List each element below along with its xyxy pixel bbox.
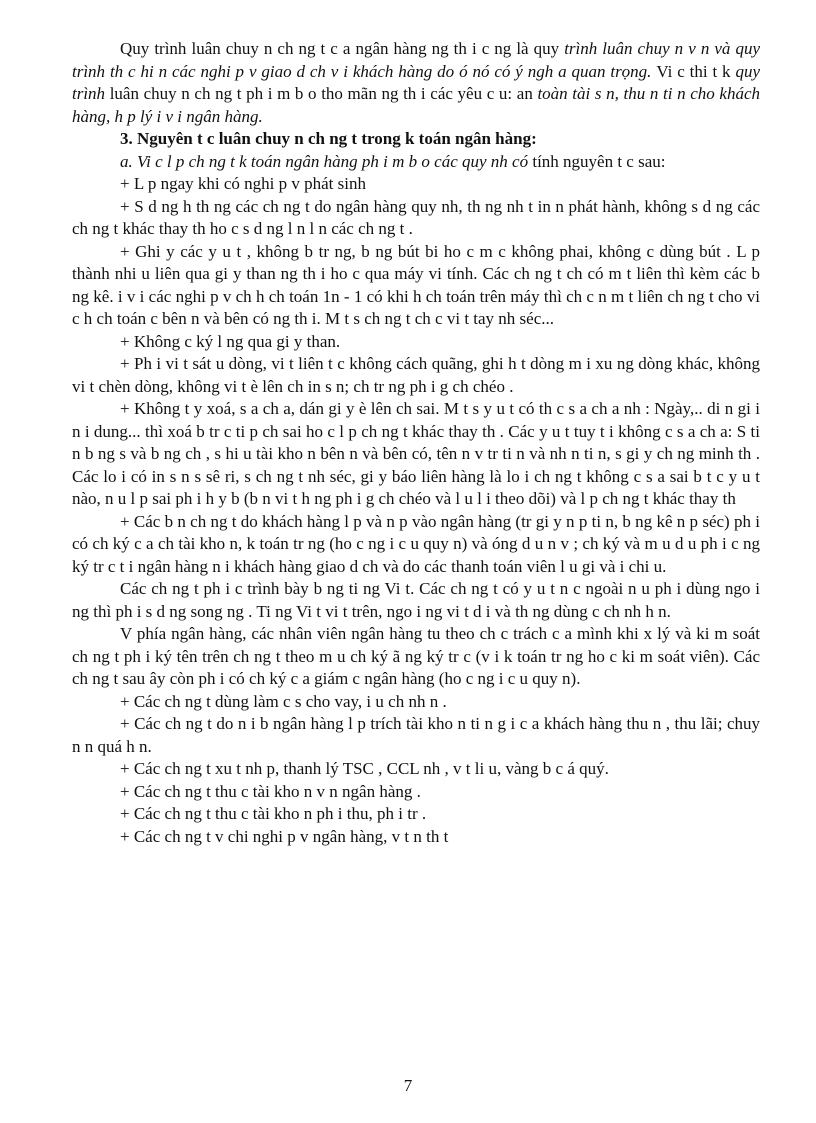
page-number: 7 [403, 1076, 413, 1095]
list-item: + Các ch ng t thu c tài kho n v n ngân hàng . [120, 781, 421, 801]
language-paragraph: Các ch ng t ph i c trình bày b ng ti ng Vi t. Các ch ng t có y u t n c ngoài n u ph i dùng ngo i ng thì ph i s d ng song ng . Ti ng Vi t vi t trên, ngo i ng vi t d i và th ng dùng c ch nh h n. [72, 579, 760, 621]
list-item: + Các ch ng t v chi nghi p v ngân hàng, v t n th t [120, 826, 449, 846]
list-item: + Ph i vi t sát u dòng, vi t liên t c không cách quãng, ghi h t dòng m i xu ng dòng khác, không vi t chèn dòng, không vi t è lên ch in s n; ch tr ng ph i g ch chéo . [72, 354, 760, 396]
list-item: + Không t y xoá, s a ch a, dán gi y è lên ch sai. M t s y u t có th c s a ch a nh : Ngày,.. di n gi i n i dung... thì xoá b tr c ti p ch sai ho c l p ch ng t khác thay th . Các y u t tuy t i không c s a ch a: S ti n b ng s và b ng ch , s hi u tài kho n bên n và bên có, tên n v tr ti n và nh n ti n, s gi y ch ng minh th . Các lo i có in s n s sê ri, s ch ng t nh séc, gi y báo liên hàng là lo i ch ng t không c s a sai b t c y u t nào, n u l p sai ph i h y b (b n vi t h ng ph i g ch chéo và l u l i theo dõi) và l p ch ng t khác thay th [72, 399, 760, 508]
intro-text-6: toàn tài s n, thu n ti n cho khách hàng, h p lý i v i ngân hàng. [72, 84, 760, 126]
intro-text-5: luân chuy n ch ng t ph i m b o tho mãn ng th i các yêu c u: an [105, 84, 538, 103]
list-item: + L p ngay khi có nghi p v phát sinh [120, 174, 366, 193]
list-item: + Các ch ng t thu c tài kho n ph i thu, ph i tr . [120, 804, 427, 823]
intro-text-4: quy trình [72, 61, 760, 103]
list-item: + Ghi y các y u t , không b tr ng, b ng bút bi ho c m c không phai, không c dùng bút . L p thành nhi u liên qua gi y than ng th i ho c qua máy vi tính. Các ch ng t ch có m t liên thì kèm các b ng kê. i v i các nghi p v ch h ch toán 1n - 1 có khi h ch toán trên máy thì ch c n m t liên ch ng t cho vi c h ch toán c bên n và bên có ng th i. M t s ch ng t ch c vi t tay nh séc... [72, 241, 760, 328]
list-item: + Không c ký l ng qua gi y than. [120, 331, 341, 351]
principle-intro-plain: tính nguyên t c sau: [528, 151, 666, 171]
list-item: + Các ch ng t dùng làm c s cho vay, i u ch nh n . [120, 691, 447, 711]
list-item: + S d ng h th ng các ch ng t do ngân hàng quy nh, th ng nh t in n phát hành, không s d ng các ch ng t khác thay th ho c s d ng l n l n các ch ng t . [72, 196, 760, 238]
intro-text-2: trình luân chuy n v n và quy trình th c hi n các nghi p v giao d ch v i khách hàng do ó nó có ý ngh a quan trọng. [72, 39, 760, 81]
intro-text-3: Vi c thi t k [656, 61, 736, 81]
principle-intro [72, 151, 760, 174]
intro-paragraph [72, 38, 760, 128]
list-item: + Các ch ng t xu t nh p, thanh lý TSC , CCL nh , v t li u, vàng b c á quý. [120, 759, 609, 778]
list-item: + Các ch ng t do n i b ngân hàng l p trích tài kho n ti n g i c a khách hàng thu n , thu lãi; chuy n n quá h n. [72, 714, 760, 756]
list-item: + Các b n ch ng t do khách hàng l p và n p vào ngân hàng (tr gi y n p ti n, b ng kê n p séc) ph i có ch ký c a ch tài kho n, k toán tr ng (ho c ng i c u quy n) và óng d u n v ; ch ký và m u d u ph i c ng ký tr c t i ngân hàng n i khách hàng giao d ch và do các thanh toán viên l u gi và i chi u. [72, 511, 760, 576]
principle-intro-italic: a. Vi c l p ch ng t k toán ngân hàng ph i m b o các quy nh có [120, 151, 529, 171]
document-body [72, 38, 760, 848]
intro-text-1: Quy trình luân chuy n ch ng t c a ngân hàng ng th i c ng là quy [120, 39, 565, 58]
signature-paragraph: V phía ngân hàng, các nhân viên ngân hàng tu theo ch c trách c a mình khi x lý và ki m soát ch ng t ph i ký tên trên ch ng t theo m u ch ký ã ng ký tr c (v i k toán tr ng ho c ki m soát viên). Các ch ng t sau ây còn ph i có ch ký c a giám c ngân hàng (ho c ng i c u quy n). [72, 624, 760, 688]
section-heading: 3. Nguyên t c luân chuy n ch ng t trong k toán ngân hàng: [120, 129, 537, 148]
